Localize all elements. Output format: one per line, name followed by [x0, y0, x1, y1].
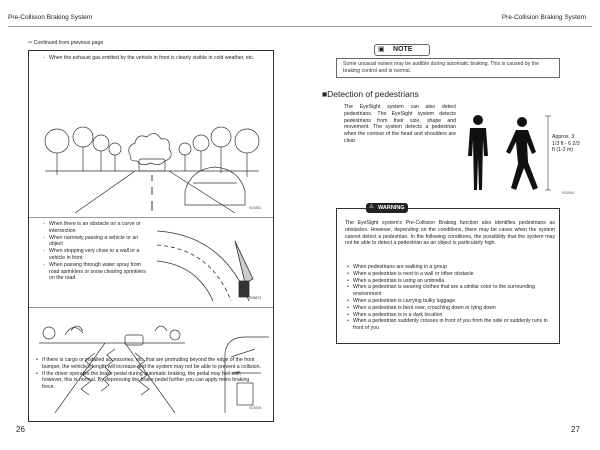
header-rule — [8, 26, 592, 27]
list-item: • When a pedestrian is next to a wall or other obstacle — [347, 271, 555, 278]
exhaust-illustration — [35, 71, 269, 213]
fig2-id: S05873 — [249, 296, 262, 300]
note-text: Some unusual noises may be audible during automatic braking. This is caused by the braking control and is normal. — [343, 61, 539, 74]
section-title: ■Detection of pedestrians — [322, 89, 419, 99]
warning-triangle-icon: ⚠ — [369, 204, 374, 210]
warning-text: The EyeSight system's Pre-Collision Braking function also identifies pedestrians as obstacles. However, depending on the conditions, there may be cases when the system cannot detect a pedestrian. In the following conditions, the possibility that the system may not be able to detect a pedestrian as an object is particularly high. — [345, 220, 555, 247]
section-text: The EyeSight system can also detect pedestrians. The EyeSight system detects pedestrians from their size, shape and movement. The system detects a pedestrian when the contour of the head and shoulders are clear. — [344, 104, 456, 144]
continued-label — [28, 40, 103, 47]
divider-1 — [29, 217, 273, 218]
list-item: • When a pedestrian is carrying bulky luggage — [347, 298, 555, 305]
height-label: Approx. 3 1/3 ft - 6 2/3 ft (1-2 m) — [552, 134, 580, 154]
continued-text: Continued from previous page — [33, 40, 104, 46]
warning-box — [336, 208, 560, 344]
right-page-number: 27 — [571, 425, 580, 434]
list-item: - When passing through water spray from road sprinklers or snow clearing sprinklers on the road. — [43, 262, 147, 282]
list-item: • If the driver operates the brake pedal during automatic braking, the pedal may feel stiff; however, this is normal. By depressing the brake pedal further you can apply more braking force. — [36, 371, 262, 391]
arrow-right-icon: ⇨ — [28, 40, 34, 46]
fig-id: S02549 — [562, 191, 575, 195]
fig3-id: S03838 — [249, 406, 262, 410]
list-item: • When a pedestrian is using an umbrella — [347, 278, 555, 285]
note-icon: ▣ — [378, 46, 385, 53]
list-item: • When pedestrians are walking in a group — [347, 264, 555, 271]
curve-illustration — [153, 221, 269, 301]
warning-label: ⚠ WARNING — [366, 203, 408, 213]
box-list — [43, 55, 265, 62]
left-page-number: 26 — [16, 425, 25, 434]
square-bullet-icon: ■ — [322, 89, 328, 99]
notes-list — [36, 357, 262, 391]
right-header-title: Pre-Collision Braking System — [501, 14, 586, 21]
list-item: • When a pedestrian is bent over, crouching down or lying down — [347, 305, 555, 312]
fig1-id: S03852 — [249, 206, 262, 210]
list-item: - When narrowly passing a vehicle or an object — [43, 235, 147, 249]
list-item: • If there is cargo or installed accessories, etc. that are protruding beyond the edge of the front bumper, the vehicle's length will increase and the system may not be able to prevent a collision. — [36, 357, 262, 371]
divider-2 — [29, 307, 273, 308]
middle-list — [43, 221, 147, 282]
list-item: - When the exhaust gas emitted by the vehicle in front is clearly visible in cold weather, etc. — [43, 55, 265, 62]
list-item: • When a pedestrian is wearing clothes that are a similar color to the surrounding environment — [347, 284, 555, 298]
left-header-title: Pre-Collision Braking System — [8, 14, 93, 21]
note-box — [336, 58, 560, 78]
warning-list — [347, 264, 555, 332]
list-item: - When stopping very close to a wall or a vehicle in front — [43, 248, 147, 262]
list-item: • When a pedestrian suddenly crosses in front of you from the side or suddenly runs in front of you — [347, 318, 555, 332]
note-label: ▣ NOTE — [374, 44, 430, 56]
list-item: • When a pedestrian is in a dark location — [347, 312, 555, 319]
list-item: - When there is an obstacle on a curve or intersection — [43, 221, 147, 235]
